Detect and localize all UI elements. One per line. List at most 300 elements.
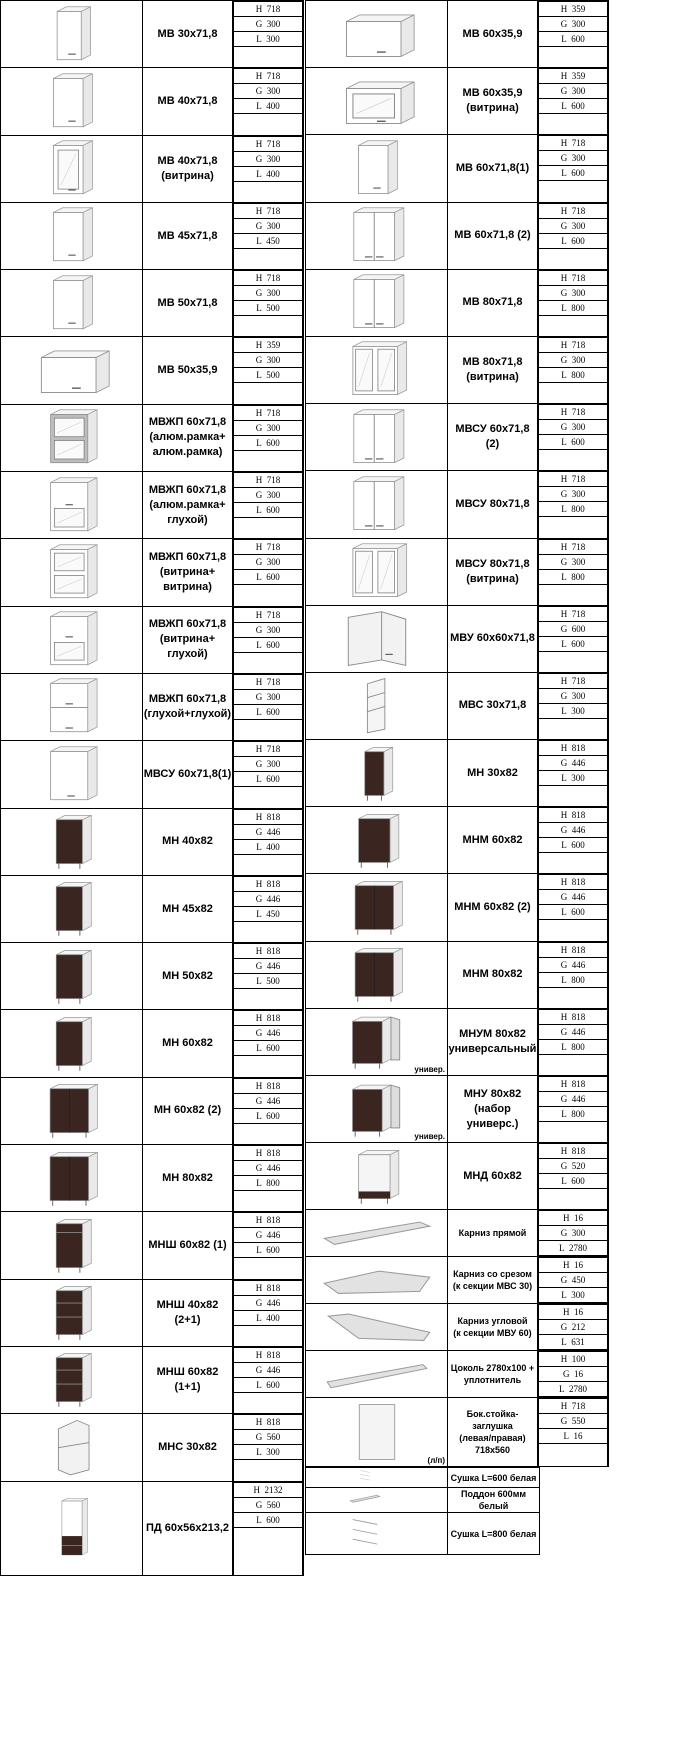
catalog-row — [1, 1, 304, 68]
dimensions-cell — [538, 807, 609, 874]
catalog-row — [306, 1143, 609, 1210]
wall-cabinet-lift-solid-icon — [1, 676, 142, 737]
product-name: Поддон 600мм белый — [448, 1488, 540, 1513]
dimension-h — [539, 69, 608, 84]
dimension-label: H — [560, 1146, 572, 1157]
dimension-label: G — [560, 1026, 572, 1037]
dimension-value: 718 — [266, 273, 281, 284]
catalog-row — [1, 1077, 304, 1144]
dimension-l — [234, 1377, 303, 1392]
dimension-h — [234, 203, 303, 218]
dimension-value: 450 — [266, 235, 280, 246]
product-image-cell — [306, 1143, 448, 1210]
dimension-value: 300 — [266, 355, 281, 366]
cornice-cut-icon — [306, 1263, 447, 1298]
plinth-icon — [306, 1357, 447, 1392]
catalog-row — [1, 1145, 304, 1212]
dimension-label: H — [560, 541, 572, 552]
product-name: МН 60х82 (2) — [143, 1077, 233, 1144]
dimension-label: H — [255, 205, 267, 216]
dimension-l — [539, 1335, 608, 1350]
dimension-value: 300 — [571, 422, 586, 433]
dimensions-cell — [233, 539, 304, 606]
wall-cabinet-low-icon — [306, 4, 447, 65]
dimension-label: H — [560, 138, 572, 149]
product-image-cell — [1, 673, 143, 740]
catalog-row — [306, 1304, 609, 1351]
dimension-h — [539, 808, 608, 823]
dimensions-cell — [233, 1, 304, 68]
catalog-row — [1, 270, 304, 337]
variant-note: (л/п) — [427, 1456, 445, 1466]
dimension-label: G — [560, 1161, 572, 1172]
dimension-value: 800 — [571, 1041, 585, 1052]
product-image-cell — [1, 135, 143, 202]
dimension-label: G — [560, 892, 572, 903]
dimensions-cell — [538, 1304, 609, 1351]
dimension-h — [539, 337, 608, 352]
dimension-label: H — [563, 1260, 574, 1271]
dimension-l — [234, 233, 303, 248]
dimensions-cell — [538, 135, 609, 202]
catalog-row — [306, 1210, 609, 1257]
catalog-row — [306, 941, 609, 1008]
product-image-cell — [1, 808, 143, 875]
dimension-label: H — [253, 1484, 265, 1495]
dimension-value: 718 — [571, 608, 586, 619]
dimension-h — [539, 942, 608, 957]
dimension-g — [234, 622, 303, 637]
dimension-value: 818 — [266, 1148, 281, 1159]
catalog-row — [306, 740, 609, 807]
dimension-value: 16 — [574, 1213, 583, 1224]
dimension-g — [539, 487, 608, 502]
product-image-cell — [1, 68, 143, 135]
base-cabinet-drawer-icon — [1, 1215, 142, 1276]
dimensions-cell — [233, 1414, 304, 1481]
dimension-g — [234, 959, 303, 974]
dimensions-cell — [538, 1398, 609, 1467]
dimension-l — [539, 905, 608, 920]
catalog-row — [1, 337, 304, 404]
dimension-value: 446 — [266, 1230, 281, 1241]
variant-note: универ. — [414, 1132, 445, 1142]
dimension-h — [539, 1305, 608, 1320]
dimension-g — [234, 420, 303, 435]
product-name: МВ 40х71,8 — [143, 68, 233, 135]
product-name: МВ 50х35,9 — [143, 337, 233, 404]
dimension-g — [234, 151, 303, 166]
dimension-value: 718 — [266, 676, 281, 687]
dimensions-cell — [538, 1210, 609, 1257]
dimensions-cell — [538, 1143, 609, 1210]
dimensions-cell — [538, 269, 609, 336]
dimension-label: H — [255, 1417, 267, 1428]
dimension-label: H — [255, 676, 267, 687]
dimension-h — [539, 405, 608, 420]
dimension-value: 718 — [571, 272, 586, 283]
product-name: МНМ 60х82 — [448, 807, 538, 874]
dimension-g — [539, 218, 608, 233]
dimension-value: 818 — [266, 1417, 281, 1428]
catalog-row — [306, 1257, 609, 1304]
dimension-label: L — [561, 34, 572, 44]
dimension-g — [234, 1026, 303, 1041]
dimension-value: 16 — [574, 1307, 583, 1318]
dimension-value: 818 — [266, 946, 281, 957]
catalog-row — [306, 538, 609, 605]
product-name: МВС 30х71,8 — [448, 672, 538, 739]
catalog-row — [306, 1008, 609, 1075]
product-name: МВ 45х71,8 — [143, 202, 233, 269]
dimension-l — [539, 300, 608, 315]
catalog-row — [1, 741, 304, 808]
dimension-value: 300 — [266, 19, 281, 29]
dimension-label: H — [255, 1148, 267, 1159]
dimension-g — [539, 1024, 608, 1039]
dimension-value: 818 — [571, 810, 586, 821]
dimension-value: 300 — [571, 773, 585, 784]
dimension-value: 600 — [571, 907, 585, 918]
dimension-value: 300 — [266, 624, 281, 635]
dimension-label: L — [256, 908, 267, 919]
dimension-h — [539, 2, 608, 17]
dimension-g — [234, 757, 303, 772]
dimension-l — [539, 972, 608, 987]
dimension-g — [539, 352, 608, 367]
dimension-value: 600 — [266, 1110, 280, 1121]
dimension-g — [234, 84, 303, 99]
product-name: МВЖП 60х71,8 (алюм.рамка+ глухой) — [143, 472, 233, 539]
product-name: МВ 60х71,8 (2) — [448, 202, 538, 269]
dimension-label: L — [561, 638, 572, 649]
dimensions-cell — [233, 270, 304, 337]
dimension-h — [539, 1211, 608, 1226]
dimension-value: 818 — [266, 1349, 281, 1360]
product-name: МНШ 60х82 (1) — [143, 1212, 233, 1279]
dimension-value: 600 — [571, 168, 585, 179]
variant-note: универ. — [414, 1065, 445, 1074]
product-image-cell — [306, 202, 448, 269]
dimension-label: H — [255, 138, 267, 149]
dimension-h — [234, 338, 303, 353]
dimension-h — [234, 1011, 303, 1026]
dimension-l — [234, 435, 303, 450]
dimension-h — [234, 1280, 303, 1295]
product-image-cell — [1, 943, 143, 1010]
dimension-label: L — [561, 504, 572, 515]
dimension-value: 600 — [571, 1176, 585, 1187]
wall-end-shelf-icon — [306, 675, 447, 736]
dimension-label: G — [255, 1163, 267, 1174]
dimension-value: 718 — [571, 407, 586, 418]
dimension-value: 718 — [571, 339, 586, 350]
dimension-value: 800 — [571, 571, 585, 582]
dimension-label: H — [560, 743, 572, 754]
catalog-row — [1, 68, 304, 135]
dimension-l — [234, 974, 303, 989]
dimension-g — [539, 1367, 608, 1382]
dimension-value: 600 — [266, 639, 280, 650]
dimension-value: 560 — [266, 1432, 281, 1443]
catalog-row — [1, 1346, 304, 1413]
side-panel-icon — [306, 1401, 447, 1466]
dimension-label: G — [560, 623, 572, 634]
dimension-label: G — [255, 557, 267, 568]
dimension-value: 631 — [571, 1337, 585, 1348]
dimension-value: 600 — [266, 1245, 280, 1256]
dimensions-cell — [233, 1145, 304, 1212]
dimension-h — [234, 742, 303, 757]
dimension-label: H — [560, 1354, 572, 1365]
catalog-row — [1, 1279, 304, 1346]
dimension-value: 718 — [266, 542, 281, 553]
product-image-cell — [306, 1076, 448, 1143]
dimension-l — [234, 637, 303, 652]
dimension-label: G — [560, 19, 572, 29]
dimension-value: 359 — [571, 4, 586, 14]
dimensions-cell — [233, 472, 304, 539]
dimensions-cell — [538, 1076, 609, 1143]
dimension-g — [539, 285, 608, 300]
dimension-h — [234, 809, 303, 824]
dimension-label: H — [255, 1080, 267, 1091]
dimension-label: G — [255, 759, 267, 770]
product-image-cell — [306, 1488, 448, 1513]
dimension-label: G — [560, 1228, 572, 1239]
catalog-row — [306, 807, 609, 874]
dimension-l — [539, 1241, 608, 1256]
product-name: МНШ 40х82 (2+1) — [143, 1279, 233, 1346]
product-image-cell — [1, 1414, 143, 1481]
dimension-h — [539, 741, 608, 756]
dimension-label: G — [560, 556, 572, 567]
dimensions-cell — [233, 404, 304, 471]
dimension-value: 600 — [571, 235, 585, 246]
dimension-label: L — [559, 1243, 569, 1254]
dimension-label: L — [256, 841, 267, 852]
dimension-value: 446 — [266, 1364, 281, 1375]
dimension-value: 818 — [266, 1080, 281, 1091]
dimension-label: L — [561, 705, 572, 716]
tall-cabinet-icon — [1, 1497, 142, 1559]
dimension-label: L — [256, 235, 267, 246]
dimension-value: 359 — [266, 340, 281, 351]
dimension-label: G — [560, 1275, 572, 1286]
dimension-g — [539, 756, 608, 771]
right-catalog-table — [305, 0, 609, 1467]
dimension-label: G — [255, 422, 267, 433]
catalog-row — [1, 1414, 304, 1481]
dimension-h — [234, 271, 303, 286]
dimension-label: L — [561, 907, 572, 918]
dimension-value: 2780 — [569, 1384, 587, 1395]
dimension-value: 300 — [571, 690, 586, 701]
dimension-value: 600 — [571, 840, 585, 851]
dimension-h — [234, 405, 303, 420]
dimensions-cell — [233, 1077, 304, 1144]
product-name: МН 80х82 — [143, 1145, 233, 1212]
product-name: МВУ 60х60х71,8 — [448, 605, 538, 672]
product-image-cell — [306, 874, 448, 941]
dimension-l — [234, 503, 303, 518]
dimension-l — [234, 839, 303, 854]
wall-cabinet-drying-icon — [1, 744, 142, 805]
dimension-g — [234, 891, 303, 906]
dimension-label: H — [255, 340, 267, 351]
dimension-g — [234, 17, 303, 32]
base-sink-cabinet-double-icon — [306, 877, 447, 938]
dimension-value: 300 — [266, 153, 281, 164]
catalog-row — [1, 1481, 304, 1575]
dimension-value: 300 — [571, 1290, 585, 1301]
dimension-label: G — [560, 1094, 572, 1104]
dimension-value: 300 — [266, 691, 281, 702]
wall-cabinet-double-icon — [306, 407, 447, 468]
dimension-label: G — [563, 1369, 574, 1380]
dimension-label: L — [256, 706, 267, 717]
dimensions-cell — [538, 1257, 609, 1304]
dimension-l — [234, 1445, 303, 1460]
dimension-label: G — [560, 1322, 572, 1333]
dimension-l — [539, 1039, 608, 1054]
base-corner-cabinet-icon — [306, 1079, 447, 1140]
catalog-row — [1, 1010, 304, 1077]
base-cabinet-drawers-icon — [1, 1349, 142, 1410]
dimension-label: G — [560, 287, 572, 298]
dimension-h — [234, 473, 303, 488]
dimension-value: 2132 — [264, 1484, 283, 1495]
product-name: МН 50х82 — [143, 943, 233, 1010]
product-name: Карниз угловой (к секции МВУ 60) — [448, 1304, 538, 1351]
dimension-h — [539, 539, 608, 554]
dimension-l — [234, 704, 303, 719]
product-name: МНМ 60х82 (2) — [448, 874, 538, 941]
product-name: МВСУ 60х71,8 (2) — [448, 404, 538, 471]
dimension-label: G — [560, 220, 572, 231]
dimension-label: L — [256, 1178, 267, 1189]
product-image-cell — [1, 337, 143, 404]
dimension-value: 400 — [266, 101, 280, 112]
product-image-cell — [1, 539, 143, 606]
accessory-row — [306, 1468, 540, 1488]
dimension-label: H — [255, 4, 267, 14]
wall-cabinet-double-icon — [306, 205, 447, 266]
dimension-label: H — [255, 475, 267, 486]
dimension-label: L — [256, 370, 267, 381]
product-name: Сушка L=800 белая — [448, 1513, 540, 1555]
dimension-label: H — [560, 4, 572, 14]
dimension-value: 818 — [266, 1013, 281, 1024]
dimension-g — [234, 1430, 303, 1445]
dimension-label: G — [255, 1499, 267, 1510]
product-image-cell — [306, 471, 448, 538]
catalog-row — [306, 874, 609, 941]
dimension-label: H — [560, 71, 572, 82]
dimension-g — [539, 621, 608, 636]
dimension-value: 600 — [571, 623, 586, 634]
dimension-value: 300 — [266, 1447, 280, 1458]
product-image-cell — [1, 1346, 143, 1413]
dimension-label: G — [255, 1297, 267, 1308]
dimension-label: H — [255, 878, 267, 889]
dimensions-cell — [233, 202, 304, 269]
dimension-value: 446 — [266, 1095, 281, 1106]
dimension-value: 446 — [266, 1297, 281, 1308]
base-open-shelf-icon — [1, 1417, 142, 1478]
dimension-g — [539, 688, 608, 703]
dimension-g — [539, 1414, 608, 1429]
base-cabinet-narrow-icon — [306, 743, 447, 804]
product-image-cell — [306, 672, 448, 739]
dimension-value: 718 — [266, 71, 281, 82]
dimension-label: L — [256, 1379, 267, 1390]
dimension-label: G — [255, 19, 267, 29]
dimension-value: 800 — [571, 974, 585, 985]
dimension-g — [234, 1093, 303, 1108]
dimension-value: 718 — [571, 541, 586, 552]
dimension-label: G — [255, 826, 267, 837]
product-name: МНУМ 80х82 универсальный — [448, 1008, 538, 1075]
product-name: МН 30х82 — [448, 740, 538, 807]
catalog-row — [306, 1351, 609, 1398]
cornice-corner-icon — [306, 1310, 447, 1345]
dimension-label: L — [256, 1245, 267, 1256]
dimension-h — [234, 674, 303, 689]
dimension-value: 600 — [266, 1379, 280, 1390]
dimension-label: G — [255, 1432, 267, 1443]
catalog-row — [1, 404, 304, 471]
wall-cabinet-lift-glass-icon — [1, 542, 142, 603]
wall-cabinet-icon — [306, 138, 447, 199]
dimension-g — [539, 890, 608, 905]
catalog-row — [306, 672, 609, 739]
product-name: Карниз прямой — [448, 1210, 538, 1257]
dimension-value: 718 — [266, 609, 281, 620]
dimension-value: 300 — [571, 287, 586, 298]
dimension-label: G — [255, 153, 267, 164]
dimension-value: 718 — [266, 138, 281, 149]
dimension-label: L — [256, 505, 267, 516]
dimension-label: H — [560, 205, 572, 216]
cornice-straight-icon — [306, 1216, 447, 1251]
dimension-value: 718 — [266, 4, 281, 14]
dimension-l — [539, 838, 608, 853]
dimension-value: 600 — [266, 437, 280, 448]
dimension-value: 359 — [571, 71, 586, 82]
dimension-label: G — [560, 758, 572, 769]
catalog-row — [1, 472, 304, 539]
wall-cabinet-double-glass-icon — [306, 339, 447, 400]
dimension-label: L — [256, 639, 267, 650]
product-image-cell — [306, 941, 448, 1008]
dimension-value: 600 — [571, 101, 585, 112]
wall-cabinet-narrow-icon — [1, 4, 142, 65]
dimension-label: L — [561, 302, 572, 313]
dimensions-cell — [233, 943, 304, 1010]
dimensions-cell — [538, 404, 609, 471]
dimension-label: G — [255, 1364, 267, 1375]
dimension-h — [539, 472, 608, 487]
dimension-h — [234, 1482, 303, 1497]
dimension-value: 446 — [571, 892, 586, 903]
dimension-label: H — [560, 1401, 572, 1412]
dimension-value: 446 — [266, 1163, 281, 1174]
dimension-label: H — [560, 474, 572, 485]
dimension-label: L — [256, 976, 267, 987]
accessory-row — [306, 1513, 540, 1555]
product-image-cell — [1, 1481, 143, 1575]
